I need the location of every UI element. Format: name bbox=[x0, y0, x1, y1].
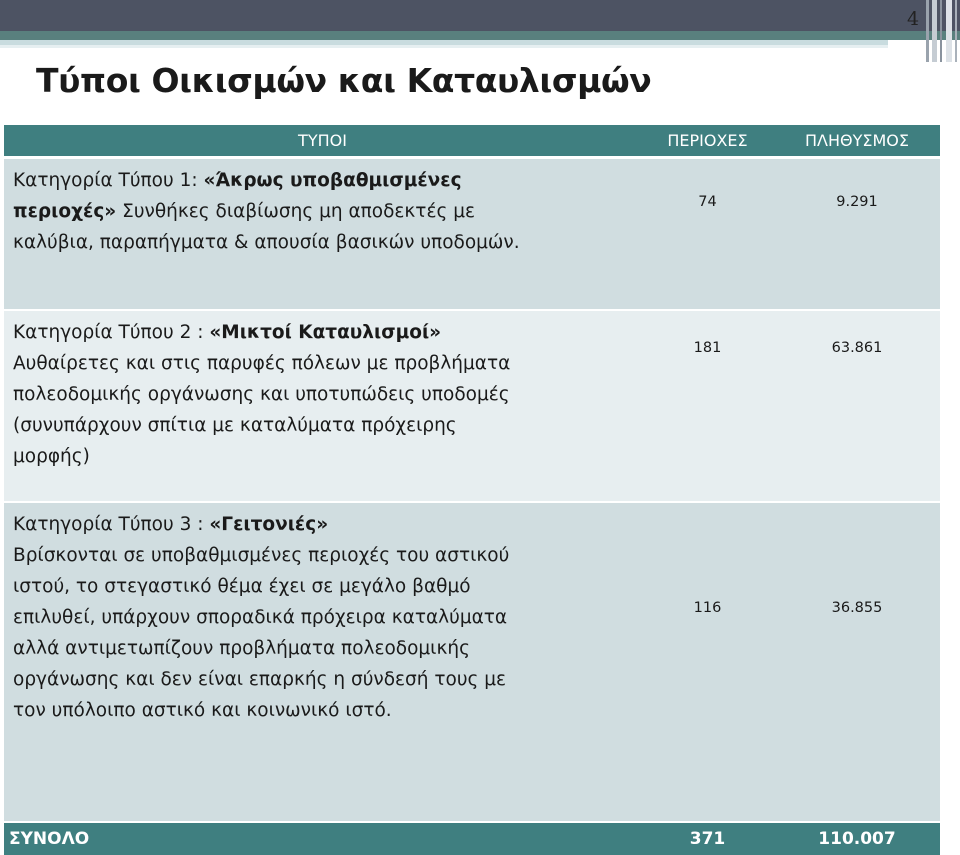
type-text-line: μορφής) bbox=[13, 446, 90, 467]
type-text-line: Αυθαίρετες και στις παρυφές πόλεων με προβλήματα bbox=[13, 353, 511, 374]
type-text-line: Συνθήκες διαβίωσης μη αποδεκτές με bbox=[116, 201, 475, 222]
type-text-line: τον υπόλοιπο αστικό και κοινωνικό ιστό. bbox=[13, 700, 392, 721]
header-accent-band bbox=[0, 31, 960, 40]
type-prefix: Κατηγορία Τύπου 3 : bbox=[13, 514, 210, 535]
table-row bbox=[4, 158, 940, 311]
type-name: «Γειτονιές» bbox=[209, 514, 329, 535]
areas-value: 116 bbox=[641, 502, 774, 822]
header-lighter-stripe bbox=[0, 45, 888, 48]
type-description bbox=[4, 158, 641, 311]
type-description bbox=[4, 502, 641, 822]
type-name-continued: περιοχές» bbox=[13, 201, 117, 222]
areas-value: 181 bbox=[641, 310, 774, 502]
table-total-row bbox=[4, 822, 940, 855]
total-population: 110.007 bbox=[774, 822, 940, 855]
population-value: 9.291 bbox=[774, 158, 940, 311]
table-row bbox=[4, 310, 940, 502]
column-header-population: ΠΛΗΘΥΣΜΟΣ bbox=[774, 125, 940, 158]
type-prefix: Κατηγορία Τύπου 1: bbox=[13, 170, 204, 191]
header-band bbox=[0, 0, 960, 31]
population-value: 63.861 bbox=[774, 310, 940, 502]
type-text-line: (συνυπάρχουν σπίτια με καταλύματα πρόχειρης bbox=[13, 415, 457, 436]
total-areas: 371 bbox=[641, 822, 774, 855]
type-name: «Μικτοί Καταυλισμοί» bbox=[209, 322, 442, 343]
column-header-types: ΤΥΠΟΙ bbox=[4, 125, 641, 158]
column-header-areas: ΠΕΡΙΟΧΕΣ bbox=[641, 125, 774, 158]
type-text-line: πολεοδομικής οργάνωσης και υποτυπώδεις υποδομές bbox=[13, 384, 510, 405]
table-header-row bbox=[4, 125, 940, 158]
settlement-types-table bbox=[4, 125, 940, 855]
type-text-line: καλύβια, παραπήγματα & απουσία βασικών υποδομών. bbox=[13, 232, 520, 253]
slide-number: 4 bbox=[906, 8, 920, 30]
areas-value: 74 bbox=[641, 158, 774, 311]
type-text-line: Βρίσκονται σε υποβαθμισμένες περιοχές του αστικού bbox=[13, 545, 510, 566]
type-name: «Άκρως υποβαθμισμένες bbox=[203, 170, 462, 191]
slide-title: Τύποι Οικισμών και Καταυλισμών bbox=[36, 61, 652, 100]
type-text-line: ιστού, το στεγαστικό θέμα έχει σε μεγάλο βαθμό bbox=[13, 576, 471, 597]
type-text-line: αλλά αντιμετωπίζουν προβλήματα πολεοδομικής bbox=[13, 638, 470, 659]
type-text-line: οργάνωσης και δεν είναι επαρκής η σύνδεσή τους με bbox=[13, 669, 507, 690]
population-value: 36.855 bbox=[774, 502, 940, 822]
type-prefix: Κατηγορία Τύπου 2 : bbox=[13, 322, 210, 343]
type-text-line: επιλυθεί, υπάρχουν σποραδικά πρόχειρα καταλύματα bbox=[13, 607, 508, 628]
type-description bbox=[4, 310, 641, 502]
table-row bbox=[4, 502, 940, 822]
total-label: ΣΥΝΟΛΟ bbox=[4, 822, 641, 855]
